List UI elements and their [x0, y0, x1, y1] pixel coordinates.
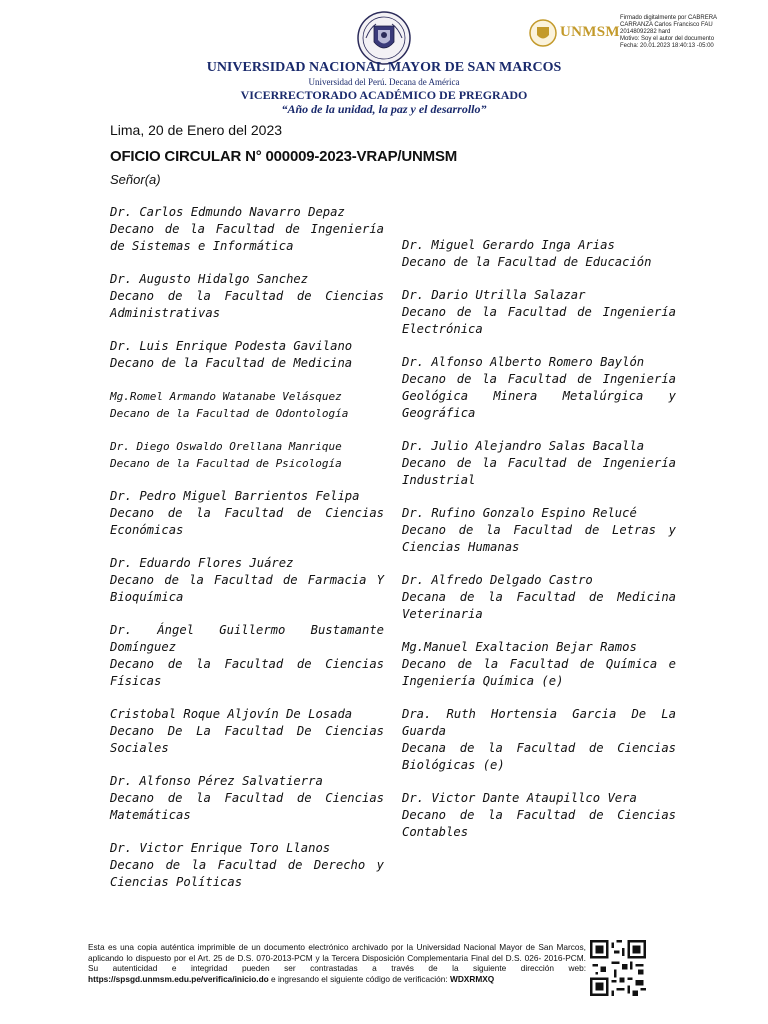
recipient-role: Decano de la Facultad de Ciencias Físicas	[110, 657, 384, 688]
footer-text: Esta es una copia auténtica imprimible de un documento electrónico archivado por la Universidad Nacional Mayor de San Marcos, aplicando lo dispuesto por el Art. 25 de D.S. 070-2013-PCM y la Tercera Disposición Complementaria Final del D.S. 026- 2016-PCM. Su autenticidad e integridad pueden ser contrastadas a través de la siguiente dirección web:	[88, 942, 586, 973]
recipient-role: Decano de la Facultad de Letras y Ciencias Humanas	[402, 523, 676, 554]
authenticity-footer	[88, 942, 586, 984]
recipient-entry	[402, 354, 676, 422]
recipient-entry	[402, 237, 676, 271]
recipient-name: Dr. Luis Enrique Podesta Gavilano	[110, 339, 353, 353]
university-crest-icon	[356, 10, 412, 66]
recipient-name: Dr. Eduardo Flores Juárez	[110, 556, 294, 570]
recipient-role: Decano de la Facultad de Ciencias Administrativas	[110, 289, 384, 320]
footer-text-2: e ingresando el siguiente código de verificación:	[268, 973, 450, 984]
recipient-role: Decano de la Facultad de Ciencias Contables	[402, 808, 676, 839]
recipient-name: Mg.Romel Armando Watanabe Velásquez	[110, 390, 342, 403]
verification-url-link[interactable]: https://spsgd.unmsm.edu.pe/verifica/inicio.do	[88, 973, 269, 984]
recipient-entry	[110, 271, 384, 322]
recipient-name: Dr. Victor Enrique Toro Llanos	[110, 841, 331, 855]
recipient-entry	[402, 505, 676, 556]
recipient-role: Decano de la Facultad de Medicina	[110, 356, 353, 370]
recipient-entry	[402, 438, 676, 489]
recipient-entry	[402, 572, 676, 623]
recipient-role: Decano de la Facultad de Educación	[402, 255, 652, 269]
recipient-name: Dr. Victor Dante Ataupillco Vera	[402, 791, 637, 805]
year-motto: “Año de la unidad, la paz y el desarrollo”	[281, 102, 487, 116]
recipient-role: Decana de la Facultad de Ciencias Biológicas (e)	[402, 741, 676, 772]
recipient-role: Decano de la Facultad de Ciencias Económicas	[110, 506, 384, 537]
salutation: Señor(a)	[110, 172, 161, 187]
recipients-right-column	[402, 237, 676, 857]
recipient-role: Decano de la Facultad de Ciencias Matemáticas	[110, 791, 384, 822]
signature-line: CARRANZA Carlos Francisco FAU	[620, 22, 713, 28]
recipient-name: Dr. Rufino Gonzalo Espino Relucé	[402, 506, 637, 520]
digital-signature-text	[620, 15, 762, 50]
signature-line: Motivo: Soy el autor del documento	[620, 36, 715, 42]
recipient-role: Decano de la Facultad de Psicología	[110, 457, 342, 470]
recipient-name: Dr. Alfonso Pérez Salvatierra	[110, 774, 323, 788]
recipient-entry	[110, 488, 384, 539]
recipients-left-column	[110, 204, 384, 907]
recipient-name: Dr. Miguel Gerardo Inga Arias	[402, 238, 615, 252]
recipient-name: Dr. Ángel Guillermo Bustamante Domínguez	[110, 623, 384, 654]
signature-line: Fecha: 20.01.2023 18:40:13 -05:00	[620, 43, 714, 49]
recipient-name: Dra. Ruth Hortensia Garcia De La Guarda	[402, 707, 676, 738]
recipient-role: Decano de la Facultad de Ingeniería Industrial	[402, 456, 676, 487]
recipient-role: Decano de la Facultad de Ingeniería Geológica Minera Metalúrgica y Geográfica	[402, 372, 676, 420]
university-subtitle: Universidad del Perú. Decana de América	[308, 77, 460, 87]
recipient-role: Decano de la Facultad de Farmacia Y Bioquímica	[110, 573, 384, 604]
recipient-name: Dr. Dario Utrilla Salazar	[402, 288, 586, 302]
recipient-name: Dr. Augusto Hidalgo Sanchez	[110, 272, 309, 286]
unmsm-seal-icon	[528, 18, 558, 48]
recipient-name: Dr. Diego Oswaldo Orellana Manrique	[110, 440, 342, 453]
recipient-entry	[402, 790, 676, 841]
signature-brand: UNMSM	[560, 24, 620, 40]
recipient-entry	[110, 204, 384, 255]
recipient-entry	[110, 555, 384, 606]
recipient-entry	[402, 639, 676, 690]
recipient-name: Dr. Julio Alejandro Salas Bacalla	[402, 439, 645, 453]
recipient-name: Dr. Alfonso Alberto Romero Baylón	[402, 355, 645, 369]
recipient-entry	[402, 287, 676, 338]
qr-code-icon	[590, 940, 646, 996]
recipient-name: Mg.Manuel Exaltacion Bejar Ramos	[402, 640, 637, 654]
recipient-name: Dr. Alfredo Delgado Castro	[402, 573, 593, 587]
recipient-role: Decano de la Facultad de Odontología	[110, 407, 349, 420]
university-name: UNIVERSIDAD NACIONAL MAYOR DE SAN MARCOS	[206, 60, 562, 75]
recipient-entry	[110, 840, 384, 891]
recipient-entry	[110, 338, 384, 372]
recipient-entry	[110, 388, 384, 422]
recipient-entry	[402, 706, 676, 774]
recipient-entry	[110, 622, 384, 690]
letter-date: Lima, 20 de Enero del 2023	[110, 122, 283, 138]
recipient-name: Dr. Pedro Miguel Barrientos Felipa	[110, 489, 360, 503]
recipient-role: Decana de la Facultad de Medicina Veterinaria	[402, 590, 676, 621]
recipient-role: Decano de la Facultad de Ingeniería Electrónica	[402, 305, 676, 336]
recipient-name: Cristobal Roque Aljovín De Losada	[110, 707, 353, 721]
recipient-role: Decano De La Facultad De Ciencias Sociales	[110, 724, 384, 755]
recipient-role: Decano de la Facultad de Ingeniería de Sistemas e Informática	[110, 222, 384, 253]
signature-line: 20148092282 hard	[620, 29, 671, 35]
recipient-entry	[110, 773, 384, 824]
recipient-role: Decano de la Facultad de Derecho y Ciencias Políticas	[110, 858, 384, 889]
recipient-entry	[110, 438, 384, 472]
signature-line: Firmado digitalmente por CABRERA	[620, 15, 718, 21]
verification-code: WDXRMXQ	[449, 973, 495, 984]
vicerrectorado-title: VICERRECTORADO ACADÉMICO DE PREGRADO	[240, 88, 528, 102]
recipient-role: Decano de la Facultad de Química e Ingeniería Química (e)	[402, 657, 676, 688]
recipient-name: Dr. Carlos Edmundo Navarro Depaz	[110, 205, 345, 219]
recipient-entry	[110, 706, 384, 757]
oficio-number: OFICIO CIRCULAR N° 000009-2023-VRAP/UNMSM	[110, 148, 458, 165]
